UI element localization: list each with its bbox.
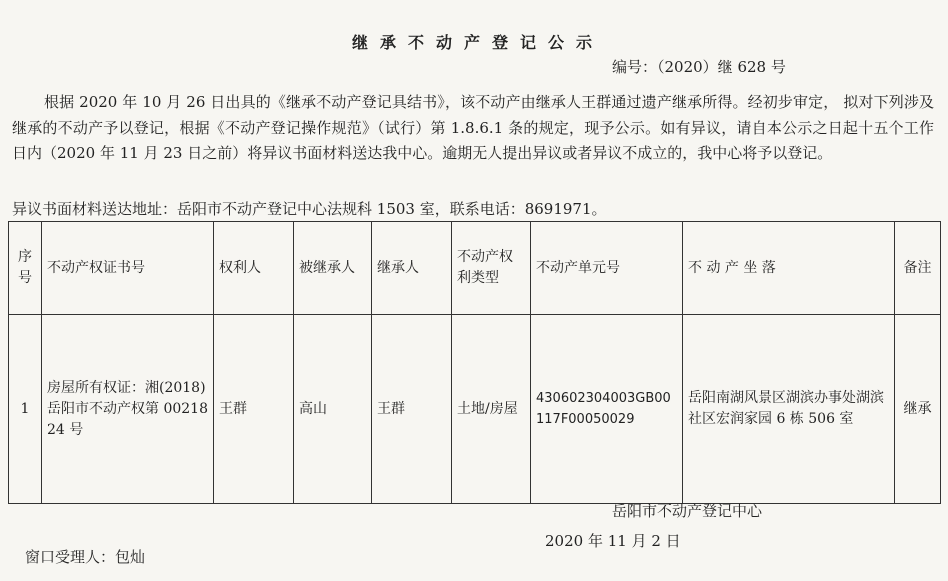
header-seq: 序号 (9, 222, 42, 315)
cell-decedent: 高山 (294, 315, 372, 504)
cell-location: 岳阳南湖风景区湖滨办事处湖滨社区宏润家园 6 栋 506 室 (683, 315, 895, 504)
cell-cert: 房屋所有权证：湘(2018)岳阳市不动产权第 0021824 号 (42, 315, 214, 504)
document-number: 编号：（2020）继 628 号 (612, 58, 786, 76)
header-location: 不 动 产 坐 落 (683, 222, 895, 315)
cell-owner: 王群 (214, 315, 294, 504)
issuing-agency: 岳阳市不动产登记中心 (612, 502, 763, 520)
issue-date: 2020 年 11 月 2 日 (545, 532, 681, 550)
cell-heir: 王群 (372, 315, 452, 504)
table-row (9, 315, 941, 504)
header-unit: 不动产单元号 (531, 222, 683, 315)
header-type: 不动产权利类型 (452, 222, 531, 315)
header-decedent: 被继承人 (294, 222, 372, 315)
registration-table (8, 221, 941, 504)
header-owner: 权利人 (214, 222, 294, 315)
document-title: 继承不动产登记公示 (351, 33, 604, 52)
objection-address: 异议书面材料送达地址：岳阳市不动产登记中心法规科 1503 室，联系电话：8691971。 (12, 200, 607, 218)
header-cert: 不动产权证书号 (42, 222, 214, 315)
cell-type: 土地/房屋 (452, 315, 531, 504)
header-heir: 继承人 (372, 222, 452, 315)
table-header-row (9, 222, 941, 315)
header-note: 备注 (895, 222, 941, 315)
cell-seq: 1 (9, 315, 42, 504)
cell-note: 继承 (895, 315, 941, 504)
window-receiver: 窗口受理人：包灿 (25, 548, 146, 566)
notice-body: 根据 2020 年 10 月 26 日出具的《继承不动产登记具结书》，该不动产由继承人王群通过遗产继承所得。经初步审定， 拟对下列涉及继承的不动产予以登记，根据《不动产登记操作规范》（试行）第 1.8.6.1 条的规定，现予公示。如有异议，请自本公示之日起十五个工作日内（2020 年 11 月 23 日之前）将异议书面材料送达我中心。逾期无人提出异议或者异议不成立的，我中心将予以登记。 (12, 93, 934, 162)
cell-unit: 430602304003GB00117F00050029 (531, 315, 683, 504)
